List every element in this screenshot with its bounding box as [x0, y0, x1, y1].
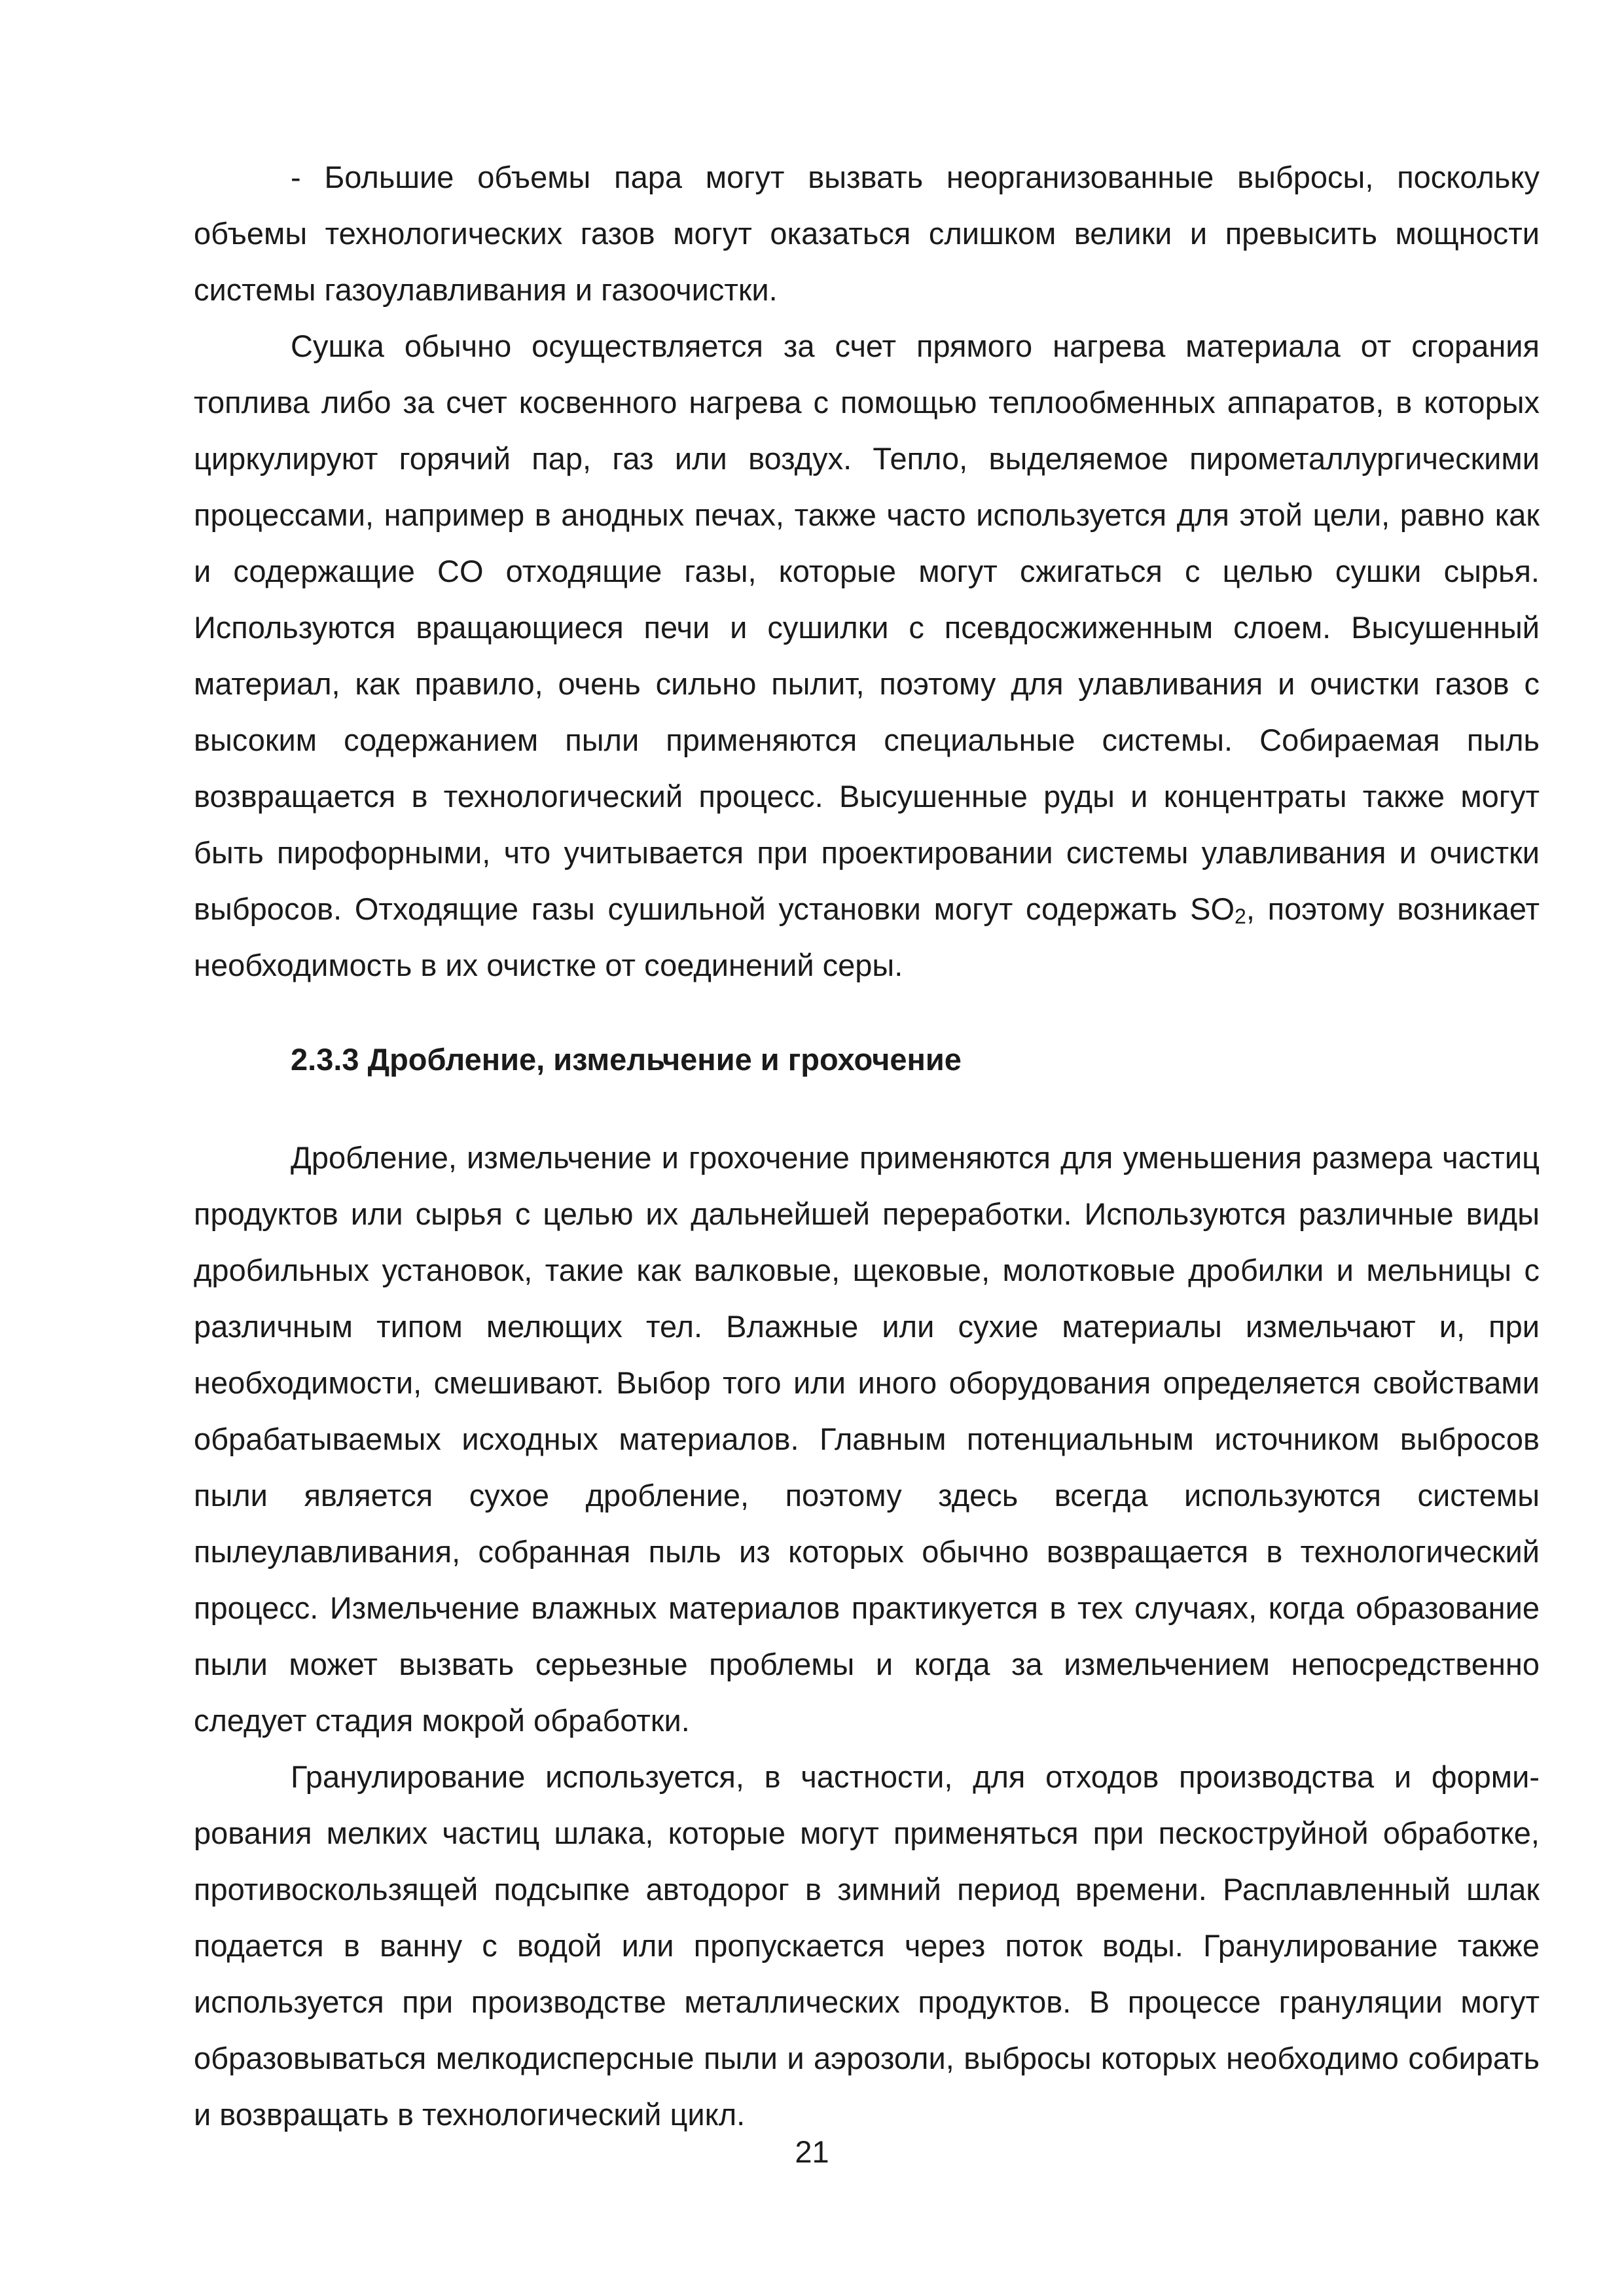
paragraph-drying: [194, 318, 1540, 994]
paragraph-drying-text-b: , поэтому возникает необходимость в их очистке от соединений серы.: [194, 891, 1540, 982]
paragraph-crushing: Дробление, измельчение и грохочение применяются для уменьшения размера частиц продуктов или сырья с целью их дальнейшей переработки. Используются различные виды дробильных установок, такие как валковые, щековые, молотковые дробилки и мельницы с различным типом мелющих тел. Влажные или сухие материалы измельчают и, при необходимости, смешивают. Выбор того или иного оборудования определяется свойствами обрабатываемых исходных материалов. Главным потенциальным источником выбросов пыли является сухое дробление, поэтому здесь всегда используются системы пылеулавливания, собранная пыль из которых обычно возвращается в технологический процесс. Измельчение влажных материалов практикуется в тех случаях, когда образование пыли может вызвать серьезные проблемы и когда за измельчением непосредственно следует стадия мокрой обработки.: [194, 1140, 1540, 1738]
paragraph-granulation: Гранулирование используется, в частности, для отходов производства и формирования мелких частиц шлака, которые могут применяться при пескоструйной обработке, противоскользящей подсыпке автодорог в зимний период времени. Расплавленный шлак подается в ванну с водой или пропускается через поток воды. Гранулирование также используется при производстве металлических продуктов. В процессе грануляции могут образовываться мелкодисперсные пыли и аэрозоли, выбросы которых необходимо собирать и возвращать в технологический цикл.: [194, 1759, 1540, 2132]
paragraph-steam-emissions: - Большие объемы пара могут вызвать неорганизованные выбросы, поскольку объемы технологических газов могут оказаться слишком велики и превысить мощности системы газоулавливания и газоочистки.: [194, 160, 1540, 307]
page-number: 21: [795, 2134, 829, 2169]
paragraph-drying-text-a: Сушка обычно осуществляется за счет прямого нагрева материала от сгорания топлива либо за счет косвенного нагрева с помощью теплообменных аппаратов, в которых циркулируют горячий пар, газ или воздух. Тепло, выделяемое пирометаллургическими процессами, например в анодных печах, также часто используется для этой цели, равно как и содержащие CO отходящие газы, которые могут сжигаться с целью сушки сырья. Используются вращающиеся печи и сушилки с псевдосжиженным слоем. Высушенный материал, как правило, очень сильно пылит, поэтому для улавливания и очистки газов с высоким содержанием пыли применяются специальные системы. Собираемая пыль возвращается в технологический процесс. Высушенные руды и концентраты также могут быть пирофорными, что учитывается при проектировании системы улавливания и очистки выбросов. Отходящие газы сушильной установки могут содержать SO: [194, 329, 1540, 926]
section-heading: 2.3.3 Дробление, измельчение и грохочение: [291, 1042, 962, 1077]
page-body: [194, 149, 1540, 2143]
so2-subscript: 2: [1235, 905, 1246, 928]
